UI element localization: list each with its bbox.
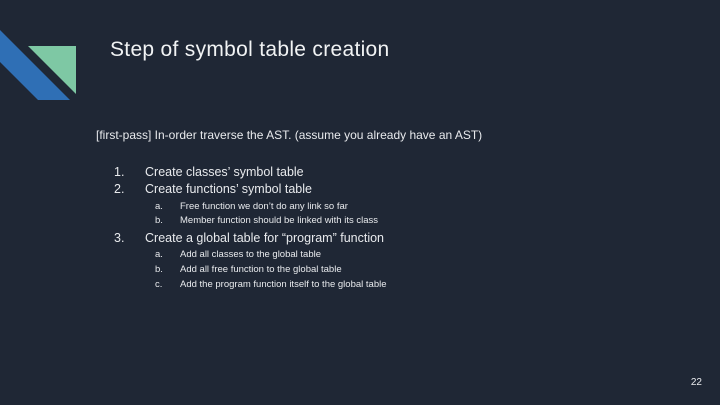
list-text: Create classes’ symbol table: [145, 165, 304, 179]
sub-text: Add the program function itself to the global table: [180, 279, 387, 290]
sub-letter: b.: [155, 264, 163, 275]
list-text: Create functions’ symbol table: [145, 182, 312, 196]
sub-letter: b.: [155, 215, 163, 226]
sub-text: Add all classes to the global table: [180, 249, 322, 260]
list-number: 1.: [114, 165, 125, 179]
sub-letter: a.: [155, 201, 163, 212]
slide-title: Step of symbol table creation: [110, 38, 390, 61]
corner-decoration: [0, 0, 90, 100]
page-number: 22: [690, 377, 702, 388]
list-text: Create a global table for “program” function: [145, 231, 385, 245]
intro-text: [first-pass] In-order traverse the AST. (assume you already have an AST): [96, 128, 483, 142]
sub-text: Add all free function to the global table: [180, 264, 342, 275]
sub-letter: c.: [155, 279, 163, 290]
sub-text: Free function we don’t do any link so far: [180, 201, 348, 212]
list-number: 2.: [114, 182, 125, 196]
sub-letter: a.: [155, 249, 163, 260]
sub-text: Member function should be linked with its class: [180, 215, 379, 226]
list-number: 3.: [114, 231, 125, 245]
